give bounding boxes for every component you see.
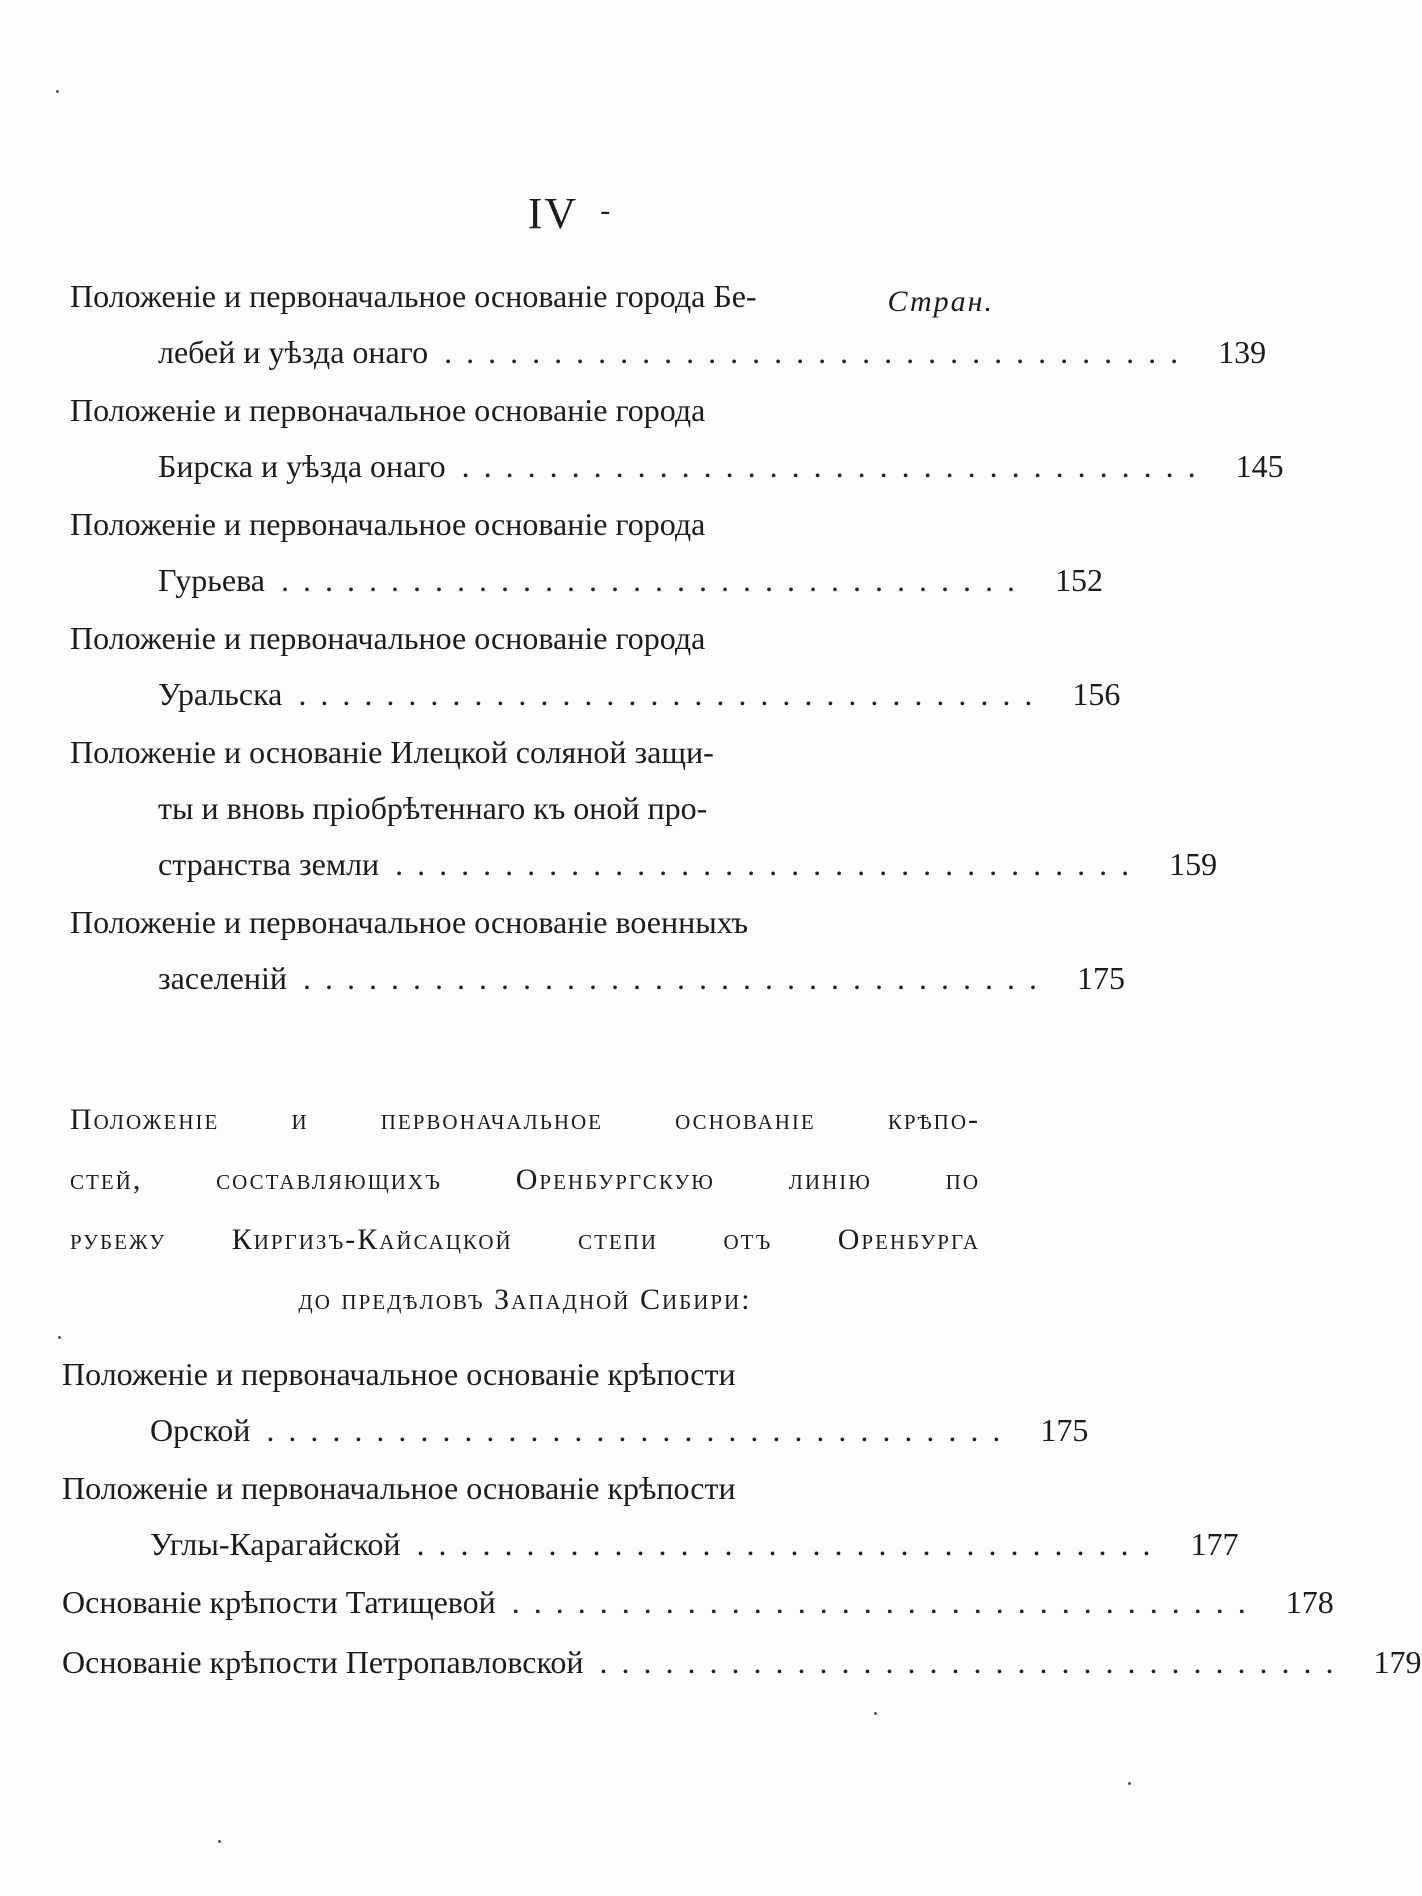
page-number: IV bbox=[527, 189, 579, 238]
dot-leader: .................................. bbox=[266, 1412, 1015, 1448]
section-heading bbox=[70, 1090, 980, 1330]
entry-leader-row bbox=[62, 1516, 1239, 1572]
entry-leader-row bbox=[70, 552, 1103, 608]
heading-line: Положеніе и первоначальное основаніе крѣпо- bbox=[70, 1103, 980, 1136]
entry-text: лебей и уѣзда онаго bbox=[158, 334, 429, 370]
entry-text: Основаніе крѣпости Петропавловской bbox=[62, 1644, 584, 1680]
heading-line: рубежу Киргизъ-Кайсацкой степи отъ Оренбурга bbox=[70, 1223, 980, 1256]
toc-entry bbox=[62, 1634, 1422, 1690]
entry-page-number: 156 bbox=[1072, 676, 1121, 712]
entry-leader-row bbox=[62, 1634, 1422, 1690]
entry-text: странства земли bbox=[158, 846, 380, 882]
toc-entry bbox=[70, 496, 1103, 608]
page-column-label: Стран. bbox=[887, 285, 994, 318]
entry-page-number: 178 bbox=[1285, 1584, 1334, 1620]
dot-leader: .................................. bbox=[416, 1526, 1165, 1562]
entry-page-number: 175 bbox=[1076, 960, 1125, 996]
header-dash: - bbox=[600, 194, 613, 227]
entry-text: Углы-Карагайской bbox=[150, 1526, 401, 1562]
paper-speck bbox=[218, 1840, 221, 1843]
entry-text: Основаніе крѣпости Татищевой bbox=[62, 1584, 496, 1620]
toc-entry bbox=[70, 268, 1267, 380]
dot-leader: .................................. bbox=[395, 846, 1144, 882]
dot-leader: .................................. bbox=[298, 676, 1047, 712]
dot-leader: .................................. bbox=[599, 1644, 1348, 1680]
dot-leader: .................................. bbox=[444, 334, 1193, 370]
entry-page-number: 159 bbox=[1169, 846, 1218, 882]
dot-leader: .................................. bbox=[302, 960, 1051, 996]
entry-text: заселеній bbox=[158, 960, 287, 996]
toc-entry bbox=[62, 1346, 1089, 1458]
entry-text: Орской bbox=[150, 1412, 251, 1448]
dot-leader: .................................. bbox=[461, 448, 1210, 484]
dot-leader: .................................. bbox=[511, 1584, 1260, 1620]
paper-speck bbox=[874, 1712, 877, 1715]
page-header bbox=[0, 188, 1140, 239]
entry-text: Гурьева bbox=[158, 562, 265, 598]
entry-text: Бирска и уѣзда онаго bbox=[158, 448, 446, 484]
entry-leader-row bbox=[70, 438, 1284, 494]
entry-leader-row bbox=[62, 1402, 1089, 1458]
entry-line: Положеніе и первоначальное основаніе крѣпости bbox=[62, 1356, 736, 1392]
entry-line: Положеніе и основаніе Илецкой соляной защи- bbox=[70, 734, 714, 770]
entry-page-number: 152 bbox=[1054, 562, 1103, 598]
entry-page-number: 179 bbox=[1373, 1644, 1422, 1680]
heading-line: стей, составляющихъ Оренбургскую линію по bbox=[70, 1163, 980, 1196]
entry-line: Положеніе и первоначальное основаніе военныхъ bbox=[70, 904, 749, 940]
entry-leader-row bbox=[70, 666, 1121, 722]
entry-leader-row bbox=[70, 950, 1125, 1006]
paper-speck bbox=[1128, 1782, 1131, 1785]
entry-leader-row bbox=[70, 324, 1267, 380]
entry-page-number: 175 bbox=[1040, 1412, 1089, 1448]
entry-line: Положеніе и первоначальное основаніе города bbox=[70, 620, 706, 656]
entry-page-number: 145 bbox=[1235, 448, 1284, 484]
entry-line: Положеніе и первоначальное основаніе города Бе- bbox=[70, 278, 757, 314]
entry-text: Уральска bbox=[158, 676, 283, 712]
entry-leader-row bbox=[62, 1574, 1334, 1630]
toc-entry bbox=[70, 610, 1121, 722]
toc-entry bbox=[70, 894, 1125, 1006]
toc-entry bbox=[70, 724, 1218, 892]
dot-leader: .................................. bbox=[280, 562, 1029, 598]
entry-page-number: 177 bbox=[1190, 1526, 1239, 1562]
entry-line: ты и вновь пріобрѣтеннаго къ оной про- bbox=[158, 790, 708, 826]
entry-page-number: 139 bbox=[1218, 334, 1267, 370]
toc-entry bbox=[62, 1574, 1334, 1630]
heading-line: до предѣловъ Западной Сибири: bbox=[298, 1283, 752, 1316]
entry-line: Положеніе и первоначальное основаніе города bbox=[70, 392, 706, 428]
entry-line: Положеніе и первоначальное основаніе крѣпости bbox=[62, 1470, 736, 1506]
entry-leader-row bbox=[70, 836, 1218, 892]
entry-line: Положеніе и первоначальное основаніе города bbox=[70, 506, 706, 542]
paper-speck bbox=[58, 1336, 61, 1339]
toc-entry bbox=[62, 1460, 1239, 1572]
paper-speck bbox=[56, 90, 59, 93]
toc-entry bbox=[70, 382, 1284, 494]
